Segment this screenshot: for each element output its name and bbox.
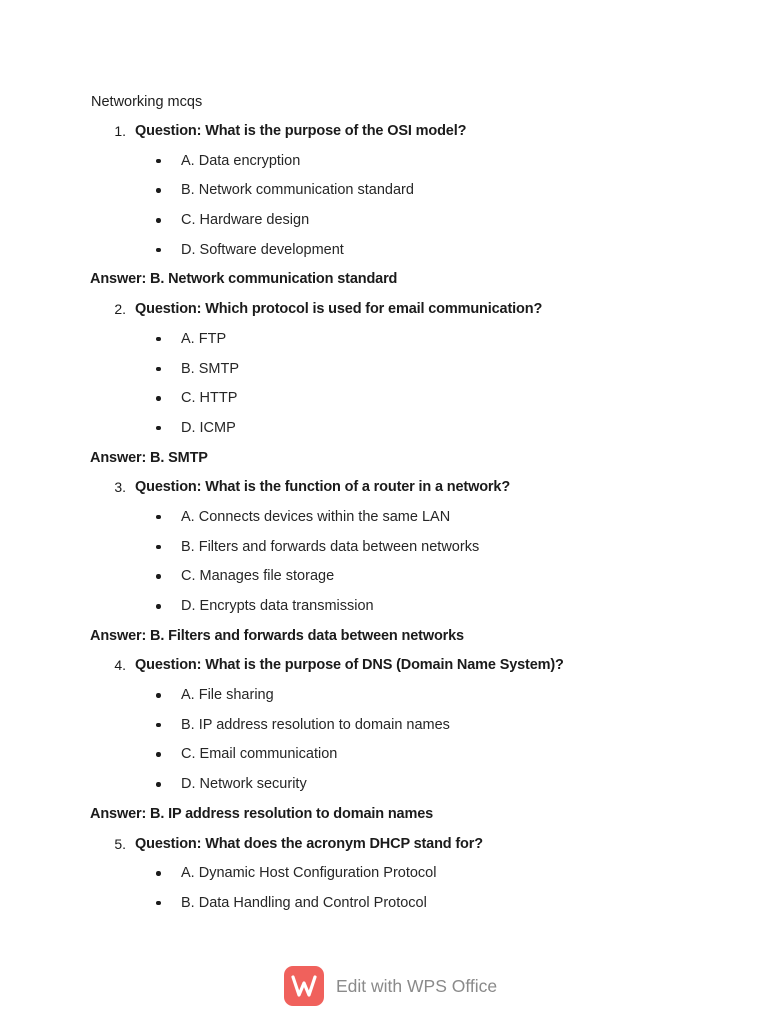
option-text: A. File sharing — [181, 687, 274, 704]
mcq-list — [0, 122, 768, 924]
bullet-icon — [156, 545, 161, 550]
option-text: A. FTP — [181, 330, 227, 347]
option-item — [0, 597, 768, 627]
option-item — [0, 152, 768, 182]
option-text: C. Email communication — [181, 746, 338, 763]
option-item — [0, 360, 768, 390]
document-title: Networking mcqs — [91, 94, 203, 110]
option-item — [0, 181, 768, 211]
option-item — [0, 775, 768, 805]
bullet-icon — [156, 218, 161, 223]
answer-line — [0, 805, 768, 835]
bullet-icon — [156, 782, 161, 787]
question-text: Question: Which protocol is used for email communication? — [135, 301, 543, 318]
option-text: B. SMTP — [181, 360, 240, 377]
option-text: D. Network security — [181, 776, 307, 793]
question-item — [0, 478, 768, 508]
question-text: Question: What is the purpose of DNS (Domain Name System)? — [135, 657, 564, 674]
bullet-icon — [156, 901, 161, 906]
question-number: 4. — [114, 657, 126, 674]
option-item — [0, 389, 768, 419]
answer-text: Answer: B. SMTP — [90, 449, 208, 466]
option-item — [0, 567, 768, 597]
question-text: Question: What does the acronym DHCP stand for? — [135, 835, 483, 852]
bullet-icon — [156, 426, 161, 431]
option-item — [0, 330, 768, 360]
answer-line — [0, 449, 768, 479]
option-text: B. Network communication standard — [181, 182, 414, 199]
bullet-icon — [156, 752, 161, 757]
option-item — [0, 241, 768, 271]
answer-line — [0, 627, 768, 657]
question-item — [0, 656, 768, 686]
question-number: 1. — [114, 123, 126, 139]
option-text: C. Manages file storage — [181, 568, 335, 585]
option-item — [0, 716, 768, 746]
option-item — [0, 538, 768, 568]
answer-text: Answer: B. IP address resolution to domain names — [90, 805, 434, 822]
option-text: B. Filters and forwards data between networks — [181, 538, 480, 555]
option-text: A. Dynamic Host Configuration Protocol — [181, 865, 437, 882]
answer-line — [0, 270, 768, 300]
question-text: Question: What is the function of a router in a network? — [135, 479, 511, 496]
option-item — [0, 894, 768, 924]
question-text: Question: What is the purpose of the OSI model? — [135, 123, 467, 139]
option-item — [0, 508, 768, 538]
option-text: C. HTTP — [181, 390, 238, 407]
bullet-icon — [156, 871, 161, 876]
option-item — [0, 864, 768, 894]
option-text: D. Encrypts data transmission — [181, 598, 374, 614]
wps-office-logo-icon — [284, 966, 324, 1006]
bullet-icon — [156, 396, 161, 401]
edit-with-wps-button[interactable] — [284, 965, 497, 1007]
bullet-icon — [156, 574, 161, 579]
option-text: C. Hardware design — [181, 212, 310, 229]
bullet-icon — [156, 367, 161, 372]
bullet-icon — [156, 604, 161, 609]
question-item — [0, 122, 768, 152]
bullet-icon — [156, 693, 161, 698]
question-number: 5. — [114, 835, 126, 852]
option-text: D. Software development — [181, 241, 344, 258]
option-text: B. Data Handling and Control Protocol — [181, 894, 427, 911]
option-text: A. Connects devices within the same LAN — [181, 508, 451, 525]
question-item — [0, 835, 768, 865]
bullet-icon — [156, 248, 161, 253]
bullet-icon — [156, 337, 161, 342]
question-number: 3. — [114, 479, 126, 496]
wps-badge-label: Edit with WPS Office — [336, 975, 498, 996]
bullet-icon — [156, 188, 161, 193]
question-number: 2. — [114, 301, 126, 318]
option-item — [0, 419, 768, 449]
option-item — [0, 211, 768, 241]
option-text: B. IP address resolution to domain names — [181, 716, 450, 733]
question-item — [0, 300, 768, 330]
option-text: A. Data encryption — [181, 152, 301, 169]
option-item — [0, 686, 768, 716]
answer-text: Answer: B. Network communication standard — [90, 271, 398, 288]
bullet-icon — [156, 159, 161, 164]
option-item — [0, 745, 768, 775]
option-text: D. ICMP — [181, 419, 236, 436]
answer-text: Answer: B. Filters and forwards data between networks — [90, 627, 464, 644]
bullet-icon — [156, 515, 161, 520]
bullet-icon — [156, 723, 161, 728]
